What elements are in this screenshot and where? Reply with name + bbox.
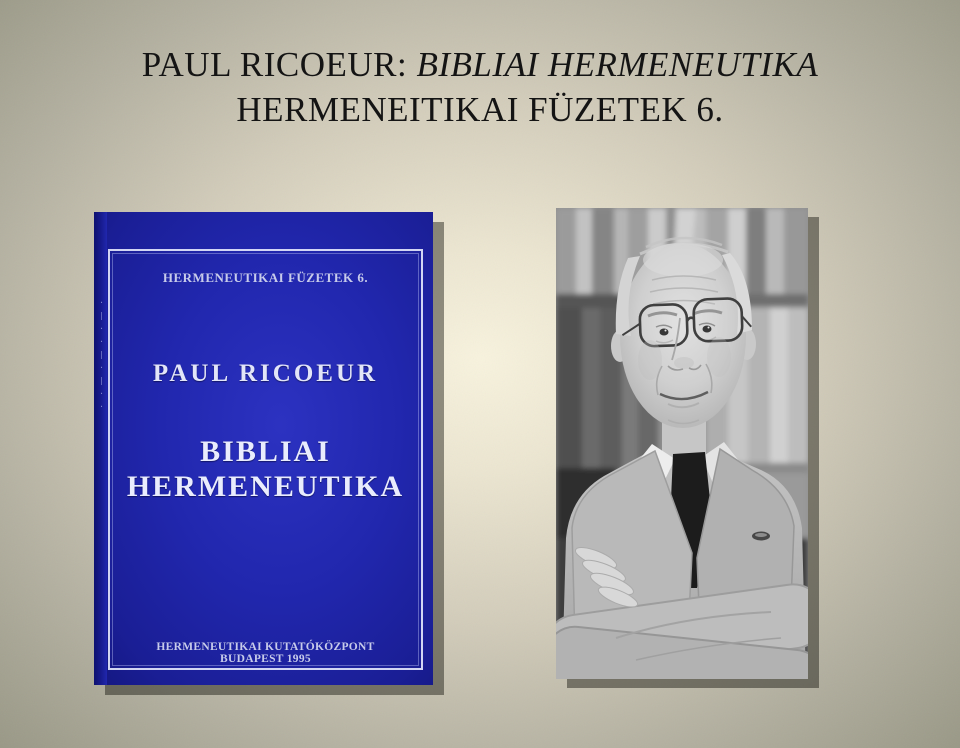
book-cover-image: [94, 212, 433, 685]
book-cover-author: PAUL RICOEUR: [152, 360, 379, 387]
book-cover-publisher-line2: BUDAPEST 1995: [220, 652, 311, 665]
crocodile-logo-icon: [752, 532, 770, 541]
book-cover-publisher: [108, 642, 423, 665]
book-spine-marks: ·|··|·|··: [97, 298, 106, 415]
ricoeur-photo: [556, 208, 808, 679]
slide-title: [0, 42, 960, 132]
book-spine: [94, 212, 107, 685]
slide-title-line2: HERMENEITIKAI FÜZETEK 6.: [236, 90, 724, 129]
slide-title-line1-italic: BIBLIAI HERMENEUTIKA: [416, 45, 819, 84]
slide-title-line1: [0, 42, 960, 87]
book-cover-series: HERMENEUTIKAI FÜZETEK 6.: [162, 270, 369, 285]
book-cover-publisher-line1: HERMENEUTIKAI KUTATÓKÖZPONT: [156, 641, 375, 653]
book-cover-title: [108, 434, 423, 504]
ricoeur-portrait-graphic: [556, 208, 808, 679]
slide-title-line1-regular: PAUL RICOEUR:: [141, 45, 417, 84]
book-cover-title-line2: HERMENEUTIKA: [126, 470, 405, 503]
book-cover-title-line1: BIBLIAI: [200, 435, 331, 468]
